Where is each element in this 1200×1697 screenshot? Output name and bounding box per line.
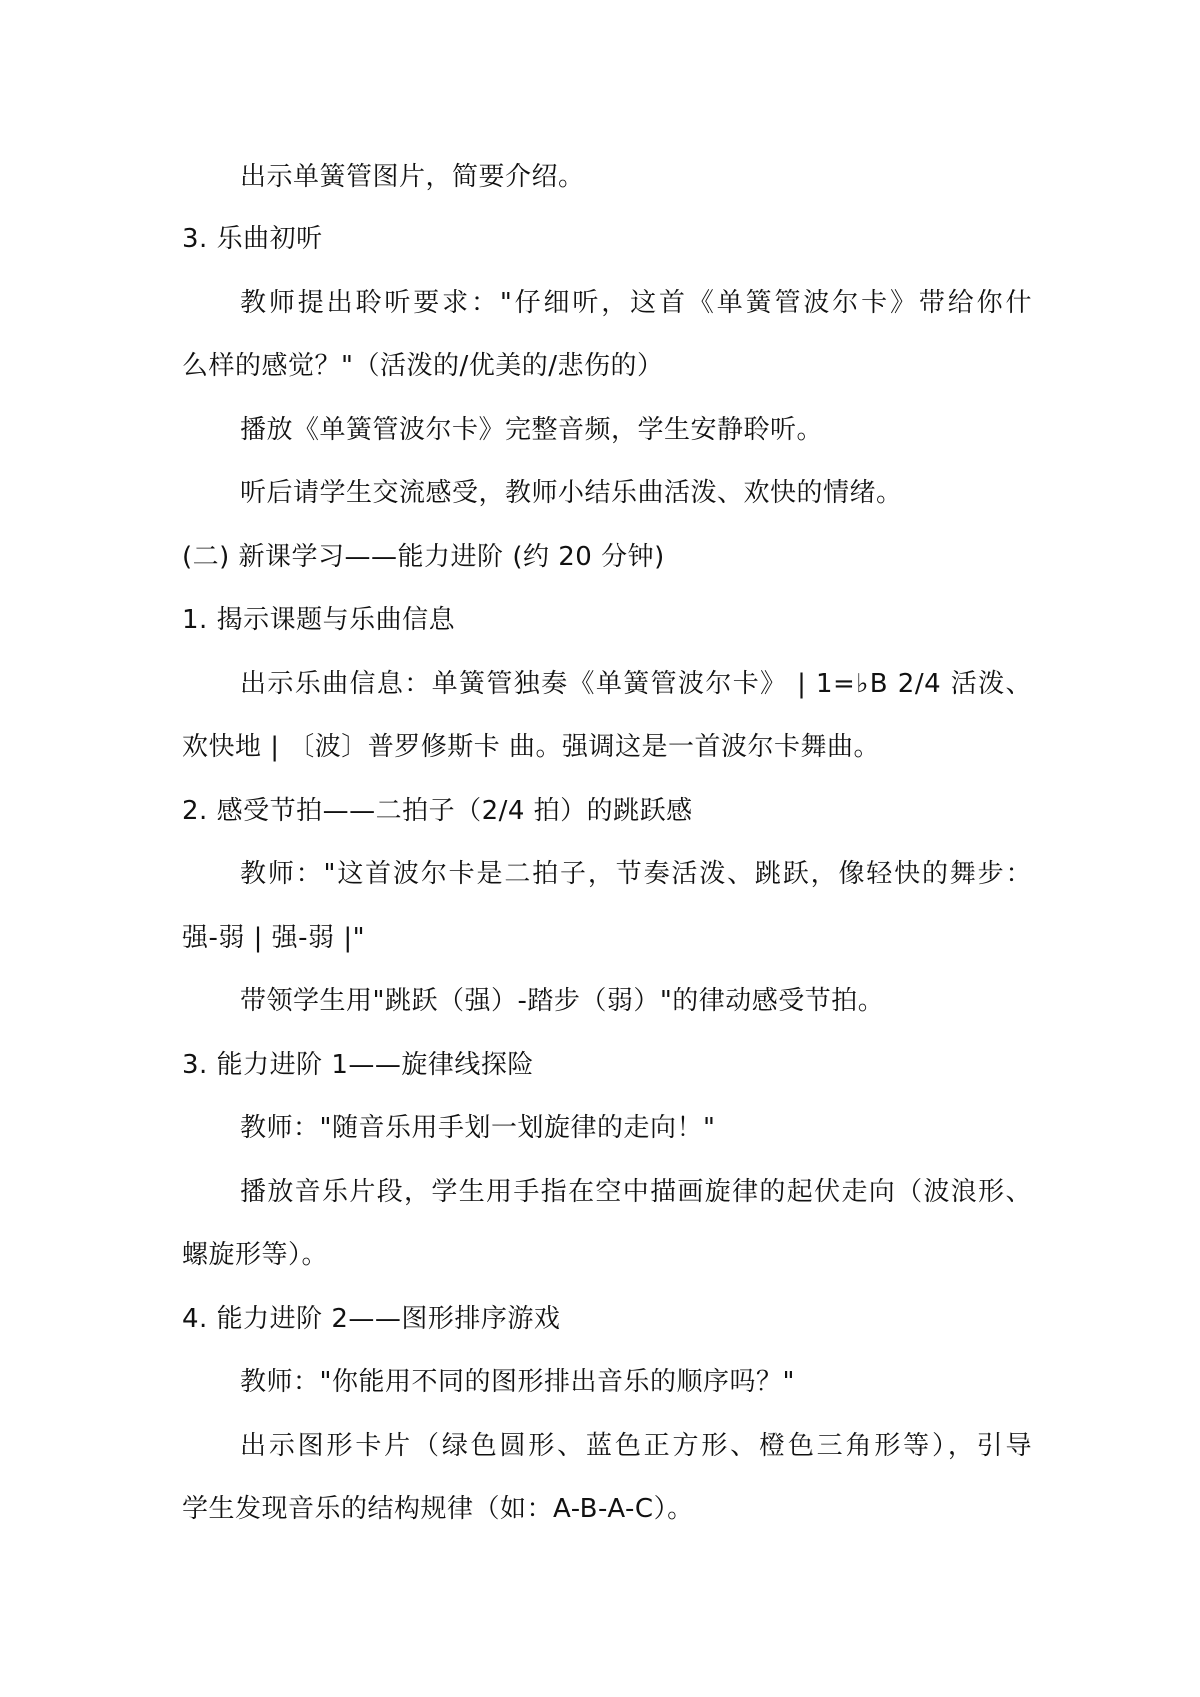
paragraph-line: 强-弱 | 强-弱 |" [182, 923, 366, 953]
paragraph-line: 学生发现音乐的结构规律（如：A-B-A-C）。 [182, 1494, 694, 1524]
paragraph-line: 出示乐曲信息：单簧管独奏《单簧管波尔卡》 | 1=♭B 2/4 活泼、 [240, 669, 1032, 699]
paragraph-line: 教师提出聆听要求："仔细听，这首《单簧管波尔卡》带给你什 [240, 288, 1032, 318]
paragraph-line: 教师："这首波尔卡是二拍子，节奏活泼、跳跃，像轻快的舞步： [240, 859, 1032, 889]
section-heading: 1. 揭示课题与乐曲信息 [182, 605, 456, 635]
paragraph-line: 螺旋形等）。 [182, 1240, 329, 1270]
paragraph-line: 播放音乐片段，学生用手指在空中描画旋律的起伏走向（波浪形、 [240, 1177, 1032, 1207]
paragraph-line: 么样的感觉？"（活泼的/优美的/悲伤的） [182, 351, 664, 381]
paragraph-line: 听后请学生交流感受，教师小结乐曲活泼、欢快的情绪。 [240, 478, 903, 508]
paragraph-line: 带领学生用"跳跃（强）-踏步（弱）"的律动感受节拍。 [240, 986, 885, 1016]
paragraph-line: 教师："随音乐用手划一划旋律的走向！" [240, 1113, 716, 1143]
section-heading: (二) 新课学习——能力进阶 (约 20 分钟) [182, 542, 665, 572]
paragraph-line: 欢快地 | 〔波〕普罗修斯卡 曲。强调这是一首波尔卡舞曲。 [182, 732, 881, 762]
paragraph-line: 播放《单簧管波尔卡》完整音频，学生安静聆听。 [240, 415, 824, 445]
section-heading: 2. 感受节拍——二拍子（2/4 拍）的跳跃感 [182, 796, 693, 826]
section-heading: 3. 能力进阶 1——旋律线探险 [182, 1050, 534, 1080]
paragraph-line: 出示图形卡片（绿色圆形、蓝色正方形、橙色三角形等），引导 [240, 1431, 1032, 1461]
paragraph-line: 教师："你能用不同的图形排出音乐的顺序吗？" [240, 1367, 795, 1397]
section-heading: 3. 乐曲初听 [182, 224, 323, 254]
paragraph-line: 出示单簧管图片，简要介绍。 [240, 162, 585, 192]
section-heading: 4. 能力进阶 2——图形排序游戏 [182, 1304, 561, 1334]
